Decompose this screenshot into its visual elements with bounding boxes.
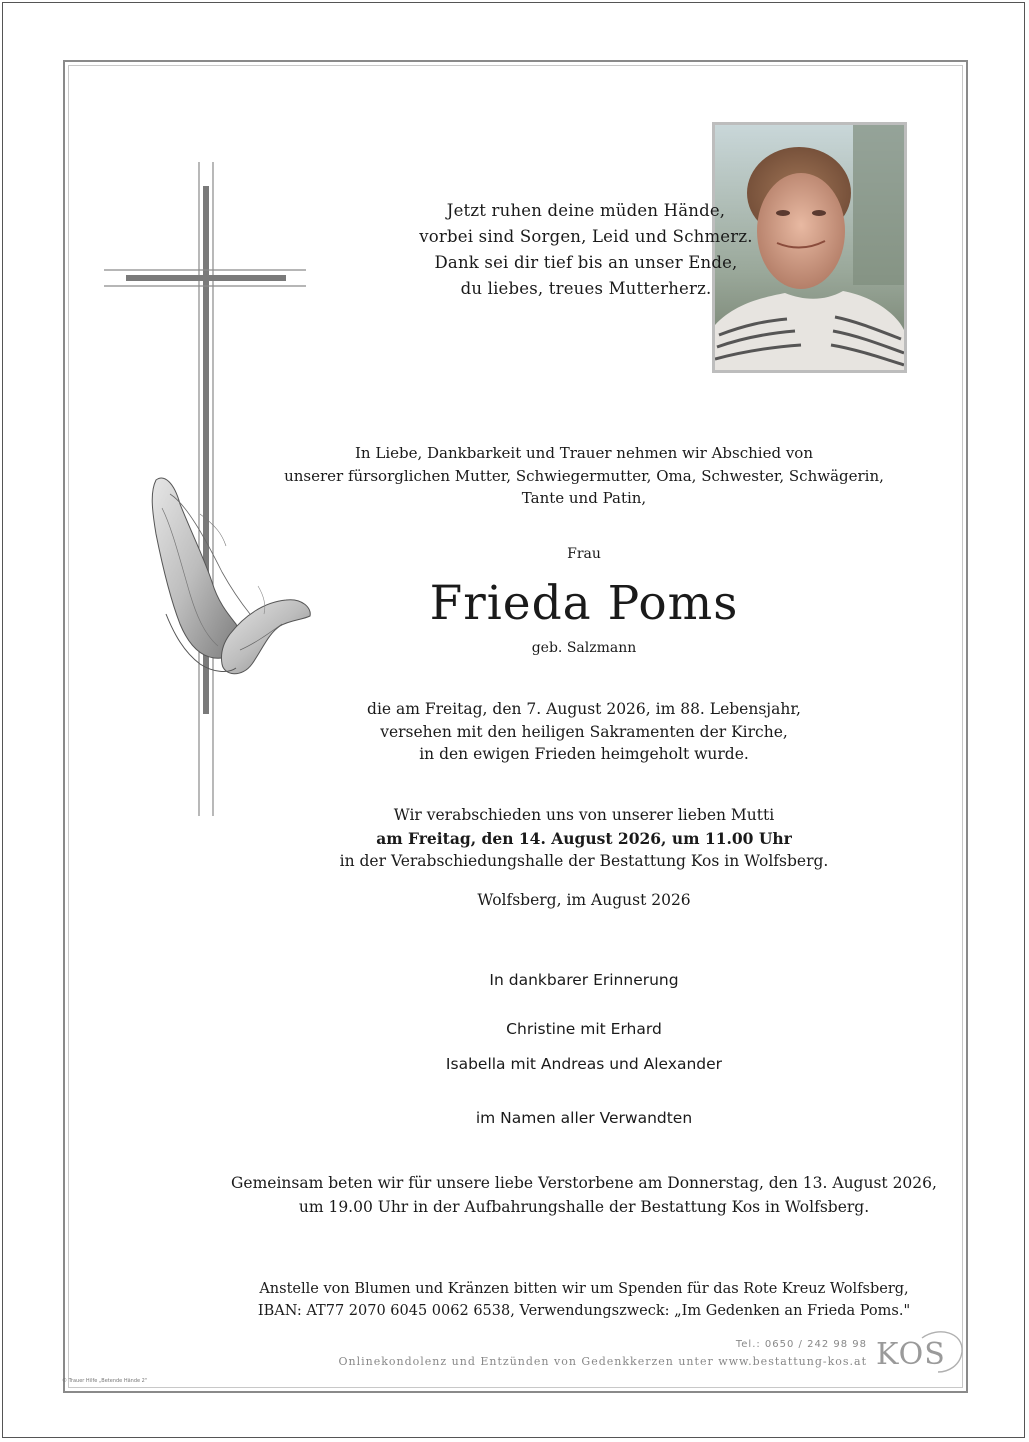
poem-line: Jetzt ruhen deine müden Hände,	[446, 201, 726, 220]
death-line: versehen mit den heiligen Sakramenten der Kirche,	[380, 722, 788, 741]
online-condolence-link[interactable]: Onlinekondolenz und Entzünden von Gedenkkerzen unter www.bestattung-kos.at	[338, 1355, 867, 1368]
funeral-line: Wir verabschieden uns von unserer lieben Mutti	[393, 806, 775, 824]
intro-line: In Liebe, Dankbarkeit und Trauer nehmen wir Abschied von	[355, 444, 813, 462]
kos-logo-text: KOS	[876, 1337, 946, 1372]
kos-logo-swoosh-icon	[918, 1328, 968, 1374]
funeral-info	[234, 804, 934, 873]
prayer-notice	[184, 1171, 984, 1219]
funeral-date: am Freitag, den 14. August 2026, um 11.00 Uhr	[376, 829, 792, 848]
deceased-name: Frieda Poms	[429, 576, 739, 631]
mourner-family: Christine mit Erhard	[506, 1020, 662, 1038]
prayer-line: um 19.00 Uhr in der Aufbahrungshalle der Bestattung Kos in Wolfsberg.	[298, 1198, 870, 1216]
donation-line: Anstelle von Blumen und Kränzen bitten wir um Spenden für das Rote Kreuz Wolfsberg,	[259, 1281, 909, 1297]
intro-line: unserer fürsorglichen Mutter, Schwiegermutter, Oma, Schwester, Schwägerin,	[284, 466, 884, 485]
phone-number: Tel.: 0650 / 242 98 98	[735, 1339, 867, 1350]
place-date: Wolfsberg, im August 2026	[477, 891, 691, 909]
maiden-name: geb. Salzmann	[531, 640, 637, 656]
death-notice	[284, 698, 884, 766]
donation-notice	[184, 1278, 984, 1322]
death-line: in den ewigen Frieden heimgeholt wurde.	[419, 745, 749, 763]
prayer-line: Gemeinsam beten wir für unsere liebe Verstorbene am Donnerstag, den 13. August 2026,	[231, 1174, 937, 1192]
salutation: Frau	[567, 546, 601, 562]
mourners-heading: In dankbarer Erinnerung	[489, 971, 679, 989]
funeral-location: in der Verabschiedungshalle der Bestattung Kos in Wolfsberg.	[339, 852, 829, 870]
poem-line: du liebes, treues Mutterherz.	[460, 279, 712, 298]
intro-line: Tante und Patin,	[521, 489, 647, 507]
poem-line: Dank sei dir tief bis an unser Ende,	[434, 253, 738, 272]
image-credit: © Trauer Hilfe „Betende Hände 2"	[62, 1378, 148, 1384]
poem	[286, 198, 886, 302]
mourner-family: Isabella mit Andreas und Alexander	[445, 1055, 723, 1073]
mourners-relatives: im Namen aller Verwandten	[475, 1109, 693, 1127]
death-line: die am Freitag, den 7. August 2026, im 88. Lebensjahr,	[367, 700, 801, 718]
farewell-intro	[234, 442, 934, 510]
poem-line: vorbei sind Sorgen, Leid und Schmerz.	[419, 227, 753, 246]
donation-line: IBAN: AT77 2070 6045 0062 6538, Verwendungszweck: „Im Gedenken an Frieda Poms."	[257, 1303, 911, 1319]
